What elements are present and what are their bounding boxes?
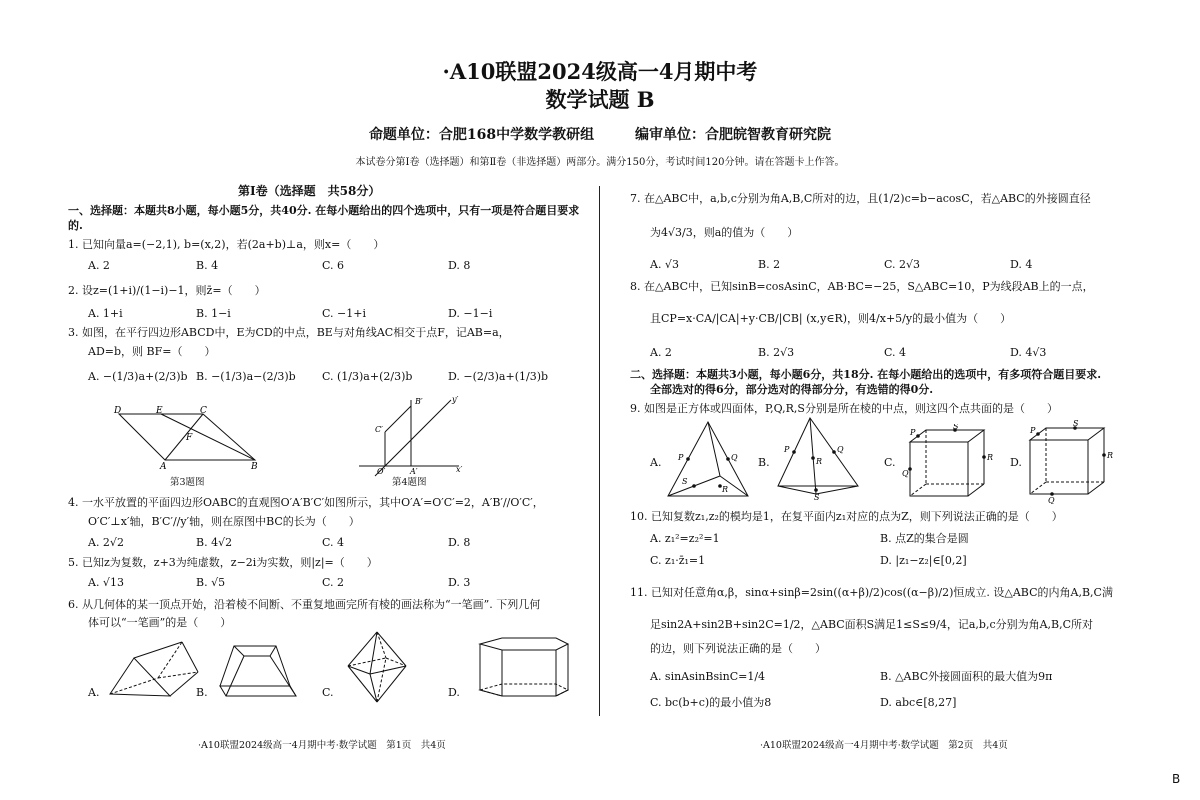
q1-option-a: A. 2 (88, 259, 110, 272)
q5-option-d: D. 3 (448, 576, 471, 589)
figure-4-caption: 第4题图 (392, 477, 427, 488)
question-5: 5. 已知z为复数，z+3为纯虚数，z−2i为实数，则|z|=（ ） (68, 556, 378, 569)
svg-text:R: R (1107, 451, 1114, 460)
q9-option-c: C. (884, 456, 896, 469)
svg-text:S: S (1073, 419, 1079, 428)
q6-octahedron-figure (342, 630, 412, 704)
q6-option-a: A. (88, 686, 100, 699)
q2-option-c: C. −1+i (322, 307, 366, 320)
left-footer: ·A10联盟2024级高一4月期中考·数学试题 第1页 共4页 (198, 740, 446, 751)
question-11-line1: 11. 已知对任意角α,β，sinα+sinβ=2sin((α+β)/2)cos((α−β)/2)恒成立. 设△ABC的内角A,B,C满 (630, 586, 1113, 599)
svg-text:E: E (156, 406, 163, 416)
q9-cube-d (1024, 418, 1116, 504)
q2-option-a: A. 1+i (88, 307, 123, 320)
q10-option-d: D. |z₁−z₂|∈[0,2] (880, 554, 967, 567)
q6-option-d: D. (448, 686, 460, 699)
q5-option-b: B. √5 (196, 576, 226, 589)
svg-text:y′: y′ (452, 395, 459, 404)
question-6-line2: 体可以“一笔画”的是（ ） (88, 616, 232, 629)
svg-text:P: P (784, 445, 790, 454)
q1-option-c: C. 6 (322, 259, 345, 272)
q11-option-c: C. bc(b+c)的最小值为8 (650, 696, 772, 709)
q4-option-a: A. 2√2 (88, 536, 124, 549)
svg-text:P: P (678, 453, 684, 462)
q3-option-b: B. −(1/3)a−(2/3)b (196, 370, 296, 383)
q6-option-c: C. (322, 686, 334, 699)
exam-subtitle: 数学试题 B (545, 87, 655, 112)
question-3-line1: 3. 如图，在平行四边形ABCD中，E为CD的中点，BE与对角线AC相交于点F，记AB=a， (68, 326, 510, 339)
q3-option-d: D. −(2/3)a+(1/3)b (448, 370, 549, 383)
svg-text:P: P (1030, 426, 1036, 435)
q9-tetrahedron-b (774, 414, 862, 500)
column-divider (599, 186, 600, 716)
q3-option-c: C. (1/3)a+(2/3)b (322, 370, 413, 383)
q2-option-d: D. −1−i (448, 307, 493, 320)
q6-frustum-figure (212, 636, 302, 702)
svg-text:F: F (186, 433, 193, 443)
section-1-header: 一、选择题：本题共8小题，每小题5分，共40分. 在每小题给出的四个选项中，只有一项是符合题目要求的. (68, 204, 580, 232)
paper-version-mark: B (1172, 772, 1181, 786)
question-8-line2: 且CP=x·CA/|CA|+y·CB/|CB| (x,y∈R)，则4/x+5/y的最小值为（ ） (650, 312, 1012, 325)
q9-cube-c (902, 424, 998, 500)
svg-text:A′: A′ (410, 467, 418, 476)
q9-tetrahedron-a (664, 418, 752, 500)
q7-option-a: A. √3 (650, 258, 679, 271)
q8-option-d: D. 4√3 (1010, 346, 1047, 359)
figure-3-caption: 第3题图 (170, 477, 205, 488)
svg-text:B: B (251, 462, 258, 472)
svg-text:R: R (722, 485, 729, 494)
svg-text:R: R (987, 453, 994, 462)
exam-title: ·A10联盟2024级高一4月期中考 (442, 59, 758, 84)
section-2-header-line1: 二、选择题：本题共3小题，每小题6分，共18分. 在每小题给出的选项中，有多项符合题目要求. (630, 368, 1102, 381)
q1-option-d: D. 8 (448, 259, 471, 272)
q10-option-a: A. z₁²=z₂²=1 (650, 532, 720, 545)
exam-units (0, 126, 1200, 144)
question-7-line1: 7. 在△ABC中，a,b,c分别为角A,B,C所对的边，且(1/2)c=b−acosC，若△ABC的外接圆直径 (630, 192, 1091, 205)
question-9: 9. 如图是正方体或四面体，P,Q,R,S分别是所在棱的中点，则这四个点共面的是（ ） (630, 402, 1058, 415)
q2-option-b: B. 1−i (196, 307, 231, 320)
svg-text:Q: Q (902, 469, 909, 478)
q6-hexagonal-prism-figure (466, 634, 576, 704)
q7-option-d: D. 4 (1010, 258, 1033, 271)
q1-option-b: B. 4 (196, 259, 219, 272)
exam-intro: 本试卷分第Ⅰ卷（选择题）和第Ⅱ卷（非选择题）两部分。满分150分，考试时间120分钟。请在答题卡上作答。 (355, 157, 845, 168)
q11-option-d: D. abc∈[8,27] (880, 696, 957, 709)
q7-option-b: B. 2 (758, 258, 781, 271)
svg-text:Q: Q (837, 445, 844, 454)
question-10: 10. 已知复数z₁,z₂的模均是1，在复平面内z₁对应的点为Z，则下列说法正确的是（ ） (630, 510, 1063, 523)
question-3-line2: AD=b，则 BF=（ ） (88, 345, 216, 358)
svg-text:B′: B′ (415, 397, 423, 406)
right-footer: ·A10联盟2024级高一4月期中考·数学试题 第2页 共4页 (760, 740, 1008, 751)
q8-option-a: A. 2 (650, 346, 672, 359)
q9-option-a: A. (650, 456, 662, 469)
svg-text:S: S (682, 477, 688, 486)
q5-option-a: A. √13 (88, 576, 124, 589)
q4-option-c: C. 4 (322, 536, 345, 549)
question-6-line1: 6. 从几何体的某一顶点开始，沿着棱不间断、不重复地画完所有棱的画法称为“一笔画”. 下列几何 (68, 598, 541, 611)
question-2: 2. 设z=(1+i)/(1−i)−1，则z̄=（ ） (68, 284, 266, 297)
svg-text:P: P (910, 428, 916, 437)
question-8-line1: 8. 在△ABC中，已知sinB=cosAsinC，AB·BC=−25，S△ABC=10，P为线段AB上的一点， (630, 280, 1094, 293)
part-title: 第Ⅰ卷（选择题 共58分） (238, 184, 381, 198)
svg-text:S: S (953, 424, 959, 431)
svg-text:x′: x′ (456, 465, 463, 474)
figure-3-parallelogram (105, 404, 275, 476)
q6-prism-figure (104, 636, 204, 702)
svg-text:O′: O′ (377, 467, 386, 476)
q11-option-b: B. △ABC外接圆面积的最大值为9π (880, 670, 1053, 683)
question-4-line1: 4. 一水平放置的平面四边形OABC的直观图O′A′B′C′如图所示，其中O′A′=O′C′=2，A′B′//O′C′， (68, 496, 544, 509)
question-1: 1. 已知向量a=(−2,1), b=(x,2)，若(2a+b)⊥a，则x=（ ） (68, 238, 385, 251)
q8-option-b: B. 2√3 (758, 346, 795, 359)
question-11-line3: 的边，则下列说法正确的是（ ） (650, 642, 826, 655)
svg-text:A: A (160, 462, 167, 472)
svg-text:C′: C′ (375, 425, 383, 434)
figure-4-oblique-view (355, 392, 475, 478)
q10-option-b: B. 点Z的集合是圆 (880, 532, 969, 545)
svg-text:R: R (816, 457, 823, 466)
question-7-line2: 为4√3/3，则a的值为（ ） (650, 226, 799, 239)
q9-option-b: B. (758, 456, 770, 469)
svg-text:Q: Q (731, 453, 738, 462)
unit-reviewer: 编审单位：合肥皖智教育研究院 (635, 127, 832, 143)
question-4-line2: O′C′⊥x′轴，B′C′//y′轴，则在原图中BC的长为（ ） (88, 515, 360, 528)
q10-option-c: C. z₁·z̄₁=1 (650, 554, 706, 567)
q11-option-a: A. sinAsinBsinC=1/4 (650, 670, 766, 683)
q3-option-a: A. −(1/3)a+(2/3)b (88, 370, 188, 383)
q5-option-c: C. 2 (322, 576, 345, 589)
svg-text:D: D (114, 406, 122, 416)
q6-option-b: B. (196, 686, 208, 699)
q4-option-d: D. 8 (448, 536, 471, 549)
section-2-header-line2: 全部选对的得6分，部分选对的得部分分，有选错的得0分. (650, 383, 934, 396)
unit-setter: 命题单位：合肥168中学数学教研组 (368, 127, 595, 143)
svg-text:Q: Q (1048, 496, 1055, 504)
q7-option-c: C. 2√3 (884, 258, 921, 271)
q9-option-d: D. (1010, 456, 1022, 469)
svg-text:S: S (814, 493, 820, 500)
svg-text:C: C (200, 406, 207, 416)
q8-option-c: C. 4 (884, 346, 907, 359)
q4-option-b: B. 4√2 (196, 536, 233, 549)
question-11-line2: 足sin2A+sin2B+sin2C=1/2，△ABC面积S满足1≤S≤9/4，记a,b,c分别为角A,B,C所对 (650, 618, 1094, 631)
